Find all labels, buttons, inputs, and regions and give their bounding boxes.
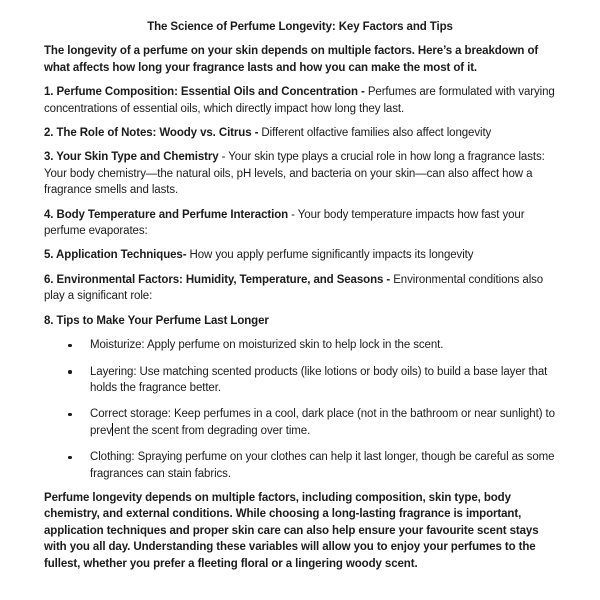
section-4-text[interactable]: - Your body temperature impacts how fast your perfume evaporates: — [44, 208, 525, 238]
bullet-text[interactable]: Clothing: Spraying perfume on your clothes can help it last longer, though be careful as some fragrances can stain fabrics. — [90, 451, 555, 480]
bullet-icon — [68, 344, 72, 348]
section-2-paragraph[interactable] — [44, 125, 556, 141]
section-3-heading[interactable]: 3. Your Skin Type and Chemistry — [44, 151, 219, 164]
document-title[interactable]: The Science of Perfume Longevity: Key Factors and Tips — [147, 21, 453, 33]
section-1-paragraph[interactable] — [44, 84, 556, 117]
section-2-heading[interactable]: 2. The Role of Notes: Woody vs. Citrus - — [44, 127, 262, 140]
list-item-moisturize[interactable] — [44, 337, 556, 353]
section-6-text[interactable]: Environmental conditions also play a significant role: — [44, 273, 544, 303]
bullet-text[interactable]: Moisturize: Apply perfume on moisturized skin to help lock in the scent. — [90, 339, 444, 352]
section-5-text[interactable]: How you apply perfume significantly impacts its longevity — [186, 249, 474, 262]
bullet-icon — [68, 370, 72, 374]
bullet-icon — [68, 456, 72, 460]
section-1-heading[interactable]: 1. Perfume Composition: Essential Oils and Concentration - — [44, 86, 368, 99]
closing-paragraph[interactable]: Perfume longevity depends on multiple factors, including composition, skin type, body chemistry, and external conditions. While choosing a long-lasting fragrance is important, application techniques and proper skin care can also help ensure your favourite scent stays with you all day. Understanding these variables will allow you to enjoy your perfumes to the fullest, whether you prefer a fleeting floral or a lingering woody scent. — [44, 491, 539, 570]
section-4-paragraph[interactable] — [44, 207, 556, 240]
tips-heading[interactable]: 8. Tips to Make Your Perfume Last Longer — [44, 314, 269, 327]
section-4-heading[interactable]: 4. Body Temperature and Perfume Interaction — [44, 208, 289, 221]
section-5-paragraph[interactable] — [44, 247, 556, 263]
list-item-layering[interactable] — [44, 364, 556, 397]
list-item-correct-storage[interactable] — [44, 406, 556, 439]
section-5-heading[interactable]: 5. Application Techniques- — [44, 249, 187, 262]
bullet-icon — [68, 413, 72, 417]
bullet-text-after-caret[interactable]: ent the scent from degrading over time. — [113, 424, 311, 437]
section-2-text[interactable]: Different olfactive families also affect longevity — [261, 127, 492, 140]
intro-paragraph[interactable]: The longevity of a perfume on your skin depends on multiple factors. Here’s a breakdown of what affects how long your fragrance lasts and how you can make the most of it. — [44, 45, 539, 74]
section-3-text[interactable]: - Your skin type plays a crucial role in how long a fragrance lasts: Your body chemistry—the natural oils, pH levels, and bacteria on your skin—can also affect how a fragrance smells and lasts. — [44, 151, 545, 197]
section-3-paragraph[interactable] — [44, 149, 556, 198]
list-item-clothing[interactable] — [44, 449, 556, 482]
section-6-heading[interactable]: 6. Environmental Factors: Humidity, Temperature, and Seasons - — [44, 273, 394, 286]
section-1-text[interactable]: Perfumes are formulated with varying concentrations of essential oils, which directly impact how long they last. — [44, 86, 555, 115]
bullet-text-before-caret[interactable]: Correct storage: Keep perfumes in a cool, dark place (not in the bathroom or near sunlight) to prev — [90, 408, 555, 437]
tips-list — [44, 337, 556, 482]
bullet-text[interactable]: Layering: Use matching scented products (like lotions or body oils) to build a base layer that holds the fragrance better. — [90, 365, 548, 394]
section-6-paragraph[interactable] — [44, 272, 556, 305]
